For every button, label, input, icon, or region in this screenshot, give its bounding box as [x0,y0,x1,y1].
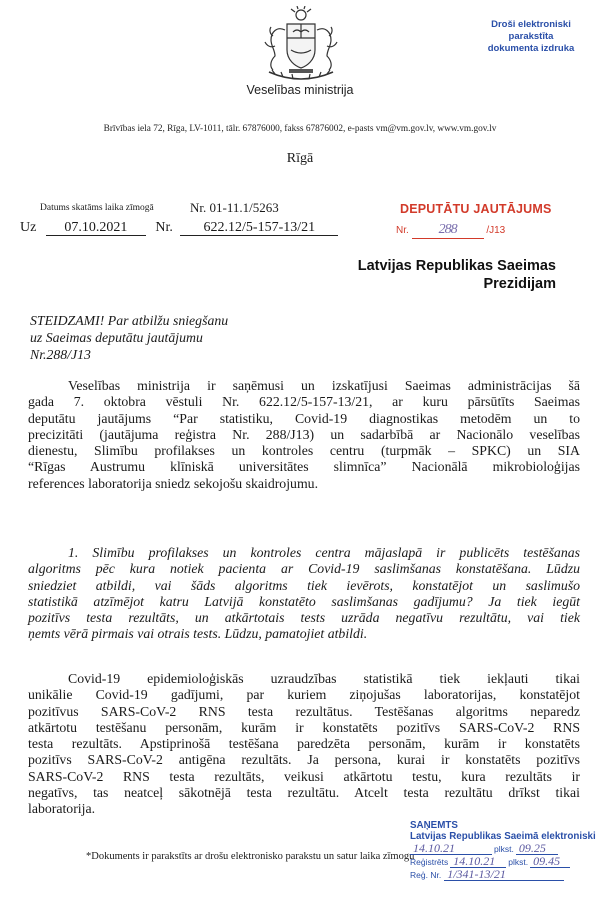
reference-prefix: Uz [20,220,37,235]
text-line: references laboratorija sniedz sekojošu skaidrojumu. [28,475,319,491]
reference-number: 622.12/5-157-13/21 [180,220,338,236]
footnote: *Dokuments ir parakstīts ar drošu elektronisko parakstu un satur laika zīmogu [86,851,415,862]
text-line: pozitīvus SARS-CoV-2 RNS testa rezultātus. Testēšanas algoritms neparedz [28,703,580,719]
text-line: sniedziet atbildi, vai šāds algoritms tiek ievērots, konstatējot un saslimušo [28,577,580,593]
text-line: laboratorija. [28,801,96,817]
registered-label: Reģistrēts [410,857,449,867]
registered-time: 09.45 [530,855,570,868]
deputy-question-stamp-title: DEPUTĀTU JAUTĀJUMS [400,202,552,216]
reference-line [20,220,338,236]
received-date-handwritten: 14.10.21 [410,842,492,855]
received-stamp-subtitle: Latvijas Republikas Saeimā elektroniski [410,831,596,842]
question-paragraph [28,545,580,643]
ministry-name: Veselības ministrija [246,83,354,97]
text-line: deputātu jautājums “Par statistiku, Covid-19 diagnostikas metodēm un to [28,410,580,426]
registration-number: 1/341-13/21 [444,868,564,881]
text-line: unikālie Covid-19 gadījumi, par kuriem ziņojušas laboratorijas, konstatējot [28,687,580,703]
e-signature-line-2: dokumenta izdruka [487,43,575,54]
received-stamp-row-3 [410,868,596,881]
text-line: dienestu, Slimību profilakses un kontroles centru (turpmāk – SPKC) un SIA [28,443,580,459]
subject-line-1: STEIDZAMI! Par atbilžu sniegšanu [30,313,229,328]
reference-nr-label: Nr. [155,220,173,235]
intro-paragraph [28,378,580,492]
text-line: atkārtotu testēšanu personām, kurām ir konstatēts pozitīvs SARS-CoV-2 RNS [28,719,580,735]
text-line: gada 7. oktobra vēstuli Nr. 622.12/5-157-13/21, ar kuru pārsūtīts Saeimas [28,394,580,410]
text-line: statistikā atzīmējot katru Latvijā konstatēto saslimšanas gadījumu? Ja tiek iegūt [28,593,580,609]
recipient-line-1: Latvijas Republikas Saeimas [357,258,556,274]
text-line: negatīvs, tas neatceļ sākotnējā testa rezultātu. Atcelt testa rezultātu drīkst tikai [28,785,580,801]
deputy-question-stamp-number [396,222,505,239]
text-line: SARS-CoV-2 RNS testa rezultāts, veikusi atkārtotu testu, kura rezultāts ir [28,768,580,784]
registration-number-label: Reģ. Nr. [410,870,442,880]
registered-date: 14.10.21 [450,855,506,868]
text-line: Veselības ministrija ir saņēmusi un izskatījusi Saeimas administrācijas šā [68,378,580,393]
deputy-stamp-suffix: /J13 [486,225,506,236]
recipient-line-2: Prezidijam [483,276,556,292]
deputy-stamp-nr-label: Nr. [396,225,409,236]
text-line: algoritms pēc kura notiek pacienta ar Covid-19 saslimšanas konstatēšana. Lūdzu [28,561,580,577]
reference-date: 07.10.2021 [46,220,146,236]
received-time: 09.25 [516,842,558,855]
text-line: Covid-19 epidemioloģiskās uzraudzības statistikā tiek iekļauti tikai [68,671,580,686]
latvia-coat-of-arms-icon [255,6,347,82]
text-line: “Rīgas Austrumu klīniskā universitātes slimnīca” Nacionālā mikrobioloģijas [28,459,580,475]
recipient [358,257,556,293]
ministry-contacts: Brīvības iela 72, Rīga, LV-1011, tālr. 67876000, fakss 67876002, e-pasts vm@vm.gov.lv, www.vm.gov.lv [103,124,497,134]
text-line: ņemts vērā pirmais vai otrais tests. Lūdzu, pamatojiet atbildi. [28,626,368,642]
text-line: 1. Slimību profilakses un kontroles centra mājaslapā ir publicēts testēšanas [68,545,580,560]
answer-paragraph [28,671,580,818]
text-line: pozitīvs testa rezultāts, un atkārtotais tests uzrāda negatīvu rezultātu, vai tiek [28,610,580,626]
date-label: Datums skatāms laika zīmogā [40,203,154,213]
text-line: precizitāti (jautājuma reģistra Nr. 288/J13) un sadarbībā ar Nacionālo veselības [28,426,580,442]
registered-time-label: plkst. [508,857,529,867]
text-line: pozitīvs SARS-CoV-2 antigēna rezultāts. Ja persona, kurai ir konstatēts pozitīvs [28,752,580,768]
e-signature-line-1: Droši elektroniski parakstīta [491,19,571,42]
outgoing-number: Nr. 01-11.1/5263 [190,200,279,215]
received-stamp-title: SAŅEMTS [410,820,458,831]
received-stamp-row-1 [410,842,596,855]
e-signature-stamp [476,19,586,55]
subject-line-2: uz Saeimas deputātu jautājumu [30,330,203,345]
received-time-label: plkst. [494,844,514,854]
received-stamp [410,820,596,881]
subject [30,312,290,363]
text-line: testa rezultāts. Apstiprinošā testēšana paredzēta personām, kurām ir konstatēts [28,736,580,752]
city: Rīgā [286,151,314,166]
subject-line-3: Nr.288/J13 [30,347,91,362]
deputy-stamp-nr-handwritten: 288 [438,222,457,237]
